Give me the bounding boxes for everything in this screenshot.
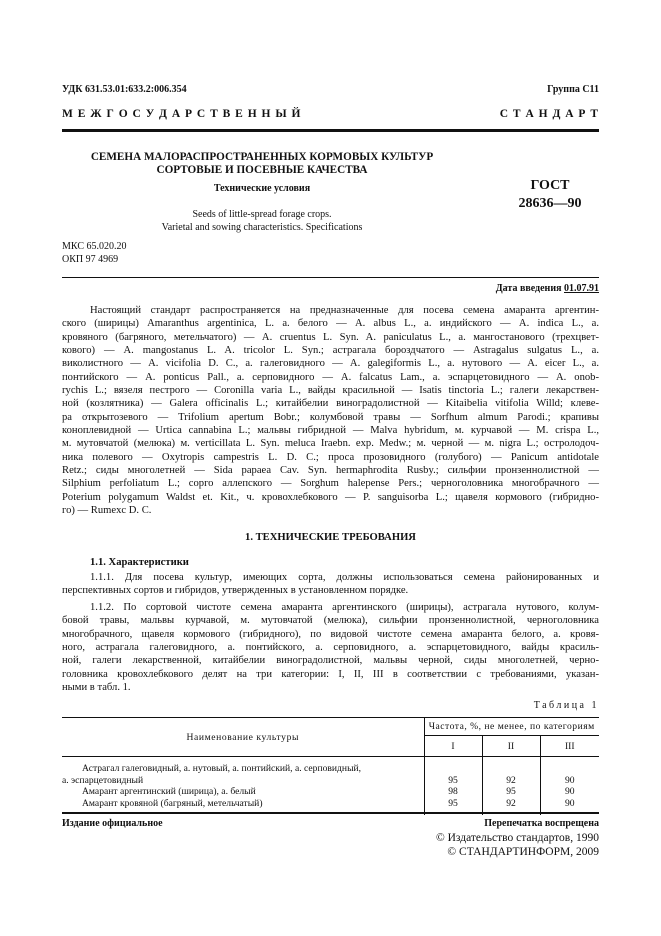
text-line: коноплевидной — Urtica cannabina L.; мальвы гибридной — Malva hybridum, м. курчавой — M. crispa L., bbox=[62, 425, 599, 437]
text-line: Настоящий стандарт распространяется на предназначенные для посева семена амаранта аргентин- bbox=[90, 305, 599, 316]
copyright-block bbox=[436, 831, 599, 859]
text-line: Silphium perfoliatum L.; сорго аллепского — Sorghum halepense Pers.; черноголовника многобрачного — bbox=[62, 478, 599, 490]
header-rule bbox=[62, 129, 599, 132]
banner-interstate: М Е Ж Г О С У Д А Р С Т В Е Н Н Ы Й bbox=[62, 108, 302, 120]
text-line: понтийского — A. ponticus Pall., а. серповидного — A. falcatus Lam., а. эспарцетовидного — A. onob- bbox=[62, 371, 599, 383]
table-cell-name bbox=[62, 757, 424, 787]
introduction-date bbox=[496, 283, 599, 294]
official-edition: Издание официальное bbox=[62, 818, 163, 829]
text-line: ского (ширицы) Amaranthus argentinica, L. а. белого — A. albus L., а. индийского — A. indica L., а. bbox=[62, 318, 599, 330]
text-line: Retz.; сиды многолетней — Sida paраеа Cav. Syn. hermaphrodita Rusby.; сильфии пронзеннолистной — bbox=[62, 465, 599, 477]
table-cell-value: 92 bbox=[482, 798, 540, 816]
column-header-frequency: Частота, %, не менее, по категориям bbox=[424, 718, 599, 736]
udk-code: УДК 631.53.01:633.2:006.354 bbox=[62, 84, 187, 95]
text-line: м. мутовчатой (мелюка) м. verticillata L. Syn. meluca Iraebn. exp. Medw.; м. черной — м. nigra L.; остролодоч- bbox=[62, 438, 599, 450]
table-cell-value: 90 bbox=[540, 786, 599, 798]
text-line: ра открытозевого — Trifolium apertum Bobr.; колумбовой травы — Sorfhum almum Parodi.; крапивы bbox=[62, 411, 599, 423]
paragraph-1-1-2 bbox=[62, 601, 599, 694]
table-cell-name: Амарант аргентинский (ширица), а. белый bbox=[82, 786, 256, 797]
subsection-heading: 1.1. Характеристики bbox=[90, 557, 189, 568]
text-line: кровяного (багряного, метельчатого) — A. cruentus L. Syn. A. paniculatus L., а. мангостанового (трехцвет- bbox=[62, 331, 599, 343]
banner-standard: С Т А Н Д А Р Т bbox=[499, 108, 599, 120]
text-line: многобрачного, щавеля кормового (гибридного), по видовой чистоте семена амаранта белого, а. кровя- bbox=[62, 628, 599, 640]
codes-rule bbox=[62, 277, 599, 278]
introduction-date-value: 01.07.91 bbox=[564, 283, 599, 294]
table-cell-value: 90 bbox=[540, 798, 599, 816]
paragraph-1-1-1 bbox=[62, 571, 599, 598]
table-caption: Таблица 1 bbox=[533, 700, 599, 711]
text-line: 1.1.2. По сортовой чистоте семена амаранта аргентинского (ширицы), астрагала нутового, колум- bbox=[90, 602, 599, 613]
column-header-name: Наименование культуры bbox=[62, 718, 424, 757]
okp-code: ОКП 97 4969 bbox=[62, 253, 119, 265]
mks-code: МКС 65.020.20 bbox=[62, 241, 127, 252]
gost-number: 28636—90 bbox=[518, 196, 582, 211]
table-cell-value: 95 bbox=[424, 757, 482, 787]
section-heading: 1. ТЕХНИЧЕСКИЕ ТРЕБОВАНИЯ bbox=[245, 532, 416, 543]
introduction-date-label: Дата введения bbox=[495, 283, 562, 294]
text-line: ного, астрагала галеговидного, а. понтийского, а. серповидного, а. эспарцетовидного, вайды красиль- bbox=[62, 642, 599, 654]
group-code: Группа С11 bbox=[547, 84, 599, 95]
text-line: виколистного — A. vicifolia D. C., а. галеговидного — A. galegiformis L., а. нутового — A. eicer L., а. bbox=[62, 358, 599, 370]
english-title bbox=[62, 208, 462, 234]
column-header-category-3: III bbox=[540, 736, 599, 757]
gost-label: ГОСТ bbox=[530, 178, 570, 193]
text-line: го) — Rumexc D. C. bbox=[62, 505, 152, 517]
text-line: ника полевого — Oxytropis campestris L. D. C.; проса прозовидного (голубого) — Panicum antidotale bbox=[62, 451, 599, 463]
table-cell-value: 90 bbox=[540, 757, 599, 787]
table-row bbox=[62, 786, 599, 798]
title-line-1: СЕМЕНА МАЛОРАСПРОСТРАНЕННЫХ КОРМОВЫХ КУЛЬТУР bbox=[90, 151, 434, 163]
table-row bbox=[62, 757, 599, 787]
title-line-2: СОРТОВЫЕ И ПОСЕВНЫЕ КАЧЕСТВА bbox=[156, 164, 368, 176]
footer-rule bbox=[62, 812, 599, 814]
column-header-category-1: I bbox=[424, 736, 482, 757]
table-cell-name: Амарант кровяной (багряный, метельчатый) bbox=[82, 797, 263, 809]
classification-codes bbox=[62, 241, 126, 266]
table-1 bbox=[62, 717, 599, 815]
table-cell-value: 98 bbox=[424, 786, 482, 798]
crop-name-line: Астрагал галеговидный, а. нутовый, а. понтийский, а. серповидный, bbox=[82, 763, 362, 774]
crop-name-line: а. эспарцетовидный bbox=[62, 774, 144, 786]
copyright-line-2: © СТАНДАРТИНФОРМ, 2009 bbox=[447, 846, 599, 858]
table-cell-value: 95 bbox=[482, 786, 540, 798]
scope-paragraph bbox=[62, 304, 599, 518]
text-line: бовой травы, мальвы курчавой, м. мутовчатой (мелюка), сильфии пронзеннолистной, черноголовника bbox=[62, 615, 599, 627]
table-cell-value: 92 bbox=[482, 757, 540, 787]
gost-designation bbox=[500, 177, 600, 213]
column-header-category-2: II bbox=[482, 736, 540, 757]
text-line: ной, галеги лекарственной, китайбелии виноградолистной, мальвы черной, сиды многолетней, черно- bbox=[62, 655, 599, 667]
text-line: rychis L.; вязеля пестрого — Coronilla varia L., вайды красильной — Isatis tinctoria L.; галеги лекарствен- bbox=[62, 385, 599, 397]
english-title-line-2: Varietal and sowing characteristics. Specifications bbox=[161, 222, 363, 233]
text-line: ными в табл. 1. bbox=[62, 682, 131, 694]
text-line: головника кровохлебкового делят на три категории: I, II, III в соответствии с требованиями, указан- bbox=[62, 668, 599, 680]
text-line: кового) — A. mangostanus L. A. tricolor L. Syn.; астрагала бороздчатого — Astragalus sulgatus L., а. bbox=[62, 345, 599, 357]
table-cell-value: 95 bbox=[424, 798, 482, 816]
english-title-line-1: Seeds of little-spread forage crops. bbox=[192, 209, 332, 220]
text-line: 1.1.1. Для посева культур, имеющих сорта, должны использоваться семена районированных и bbox=[90, 572, 599, 583]
text-line: ной (козлятника) — Galera officinalis L.; китайбелии виноградолистной — Kitaibelia vitifolia Willd; клеве- bbox=[62, 398, 599, 410]
text-line: перспективных сортов и гибридов, утвержденных в установленном порядке. bbox=[62, 585, 409, 597]
document-title bbox=[62, 151, 462, 177]
reprint-notice: Перепечатка воспрещена bbox=[484, 818, 599, 829]
text-line: Poterium polygamum Waldst et. Kit., ч. кровохлебкового — P. sanguisorba L.; щавеля кормового (гибридно- bbox=[62, 491, 599, 503]
copyright-line-1: © Издательство стандартов, 1990 bbox=[435, 832, 599, 844]
document-subtitle: Технические условия bbox=[213, 183, 311, 194]
